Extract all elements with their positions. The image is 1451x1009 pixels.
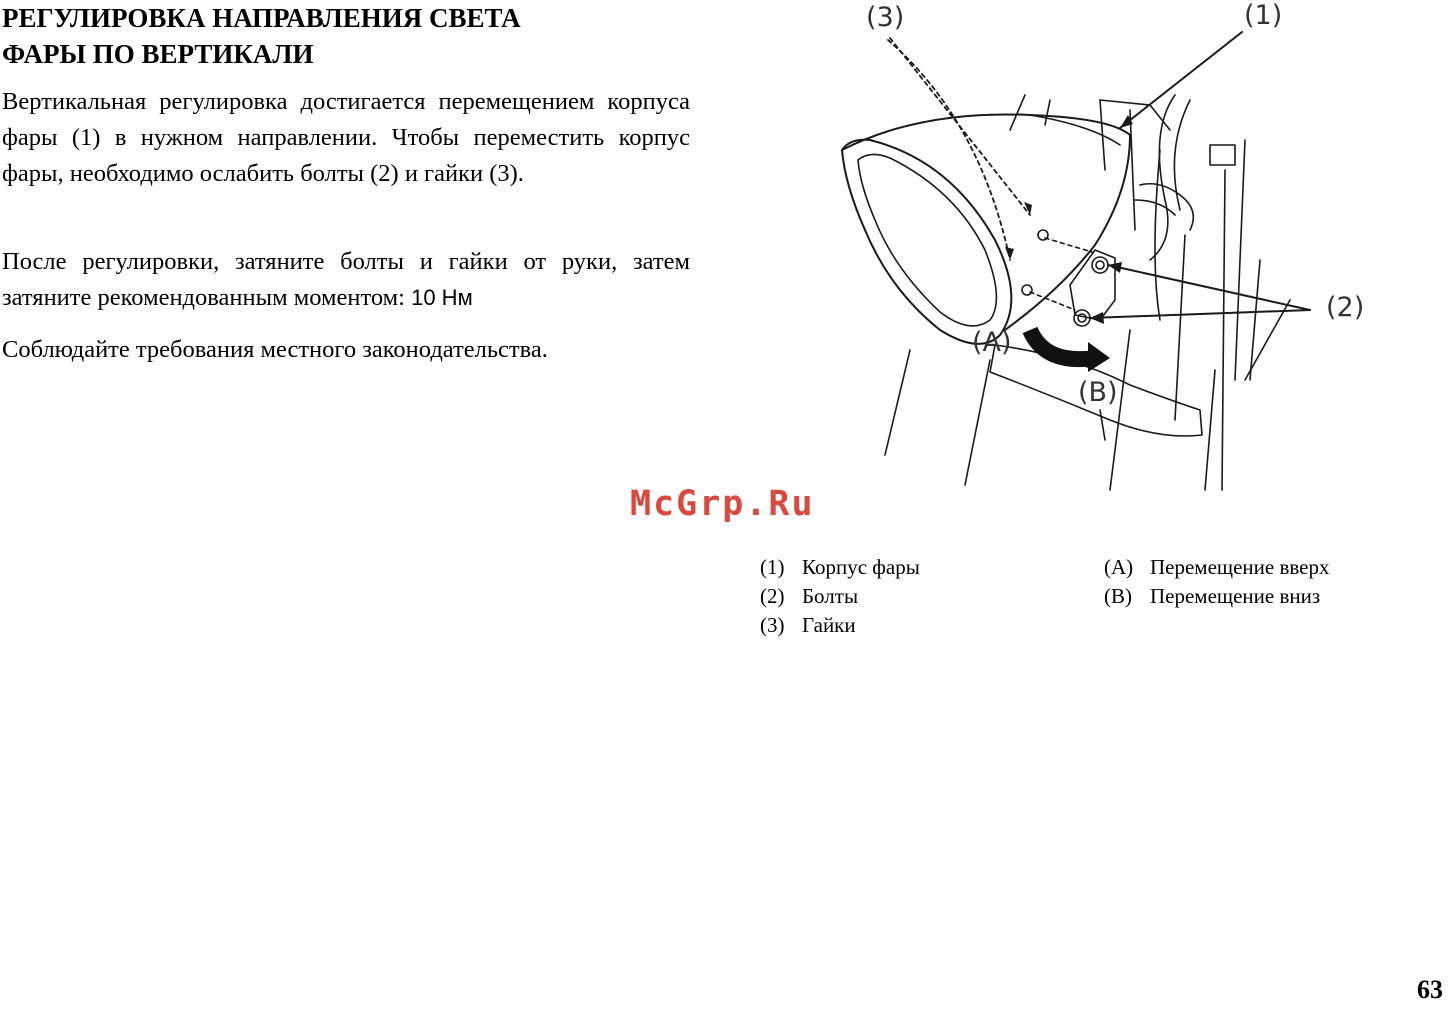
- legend-key: (2): [760, 584, 785, 608]
- heading-line-1: РЕГУЛИРОВКА НАПРАВЛЕНИЯ СВЕТА: [2, 3, 521, 33]
- legend-text: Гайки: [802, 613, 856, 637]
- section-heading: [2, 0, 692, 72]
- legend-text: Перемещение вверх: [1150, 555, 1330, 579]
- callout-2-label: (2): [1326, 292, 1365, 323]
- heading-line-2: ФАРЫ ПО ВЕРТИКАЛИ: [2, 39, 314, 69]
- paragraph-law: Соблюдайте требования местного законодательства.: [2, 336, 548, 363]
- callout-B-label: (B): [1078, 377, 1118, 408]
- legend-item: [1104, 582, 1329, 611]
- legend-item: [1104, 553, 1329, 582]
- watermark-logo: McGrp.Ru: [630, 484, 815, 524]
- headlight-drawing: [830, 0, 1390, 495]
- paragraph-tighten-text: После регулировки, затяните болты и гайки от руки, затем затяните рекомендованным моментом:: [2, 248, 690, 311]
- paragraph-tighten: [2, 244, 690, 316]
- legend-item: [760, 582, 920, 611]
- legend-key: (1): [760, 555, 785, 579]
- legend-item: [760, 553, 920, 582]
- callout-3-label: (3): [866, 2, 905, 33]
- legend-key: (B): [1104, 584, 1132, 608]
- legend-key: (A): [1104, 555, 1134, 579]
- legend-text: Перемещение вниз: [1150, 584, 1321, 608]
- torque-value: 10 Нм: [411, 285, 473, 310]
- legend-text: Корпус фары: [802, 555, 920, 579]
- legend-right: [1104, 553, 1329, 611]
- page-number: 63: [1417, 975, 1443, 1004]
- legend-text: Болты: [802, 584, 859, 608]
- headlight-illustration: [830, 0, 1390, 495]
- legend-item: [760, 611, 920, 640]
- legend-key: (3): [760, 613, 785, 637]
- legend-left: [760, 553, 920, 640]
- callout-1-label: (1): [1244, 0, 1283, 31]
- paragraph-adjustment: Вертикальная регулировка достигается перемещением корпуса фары (1) в нужном направлении. Чтобы переместить корпус фары, необходимо ослабить болты (2) и гайки (3).: [2, 88, 690, 187]
- callout-A-label: (A): [972, 327, 1012, 358]
